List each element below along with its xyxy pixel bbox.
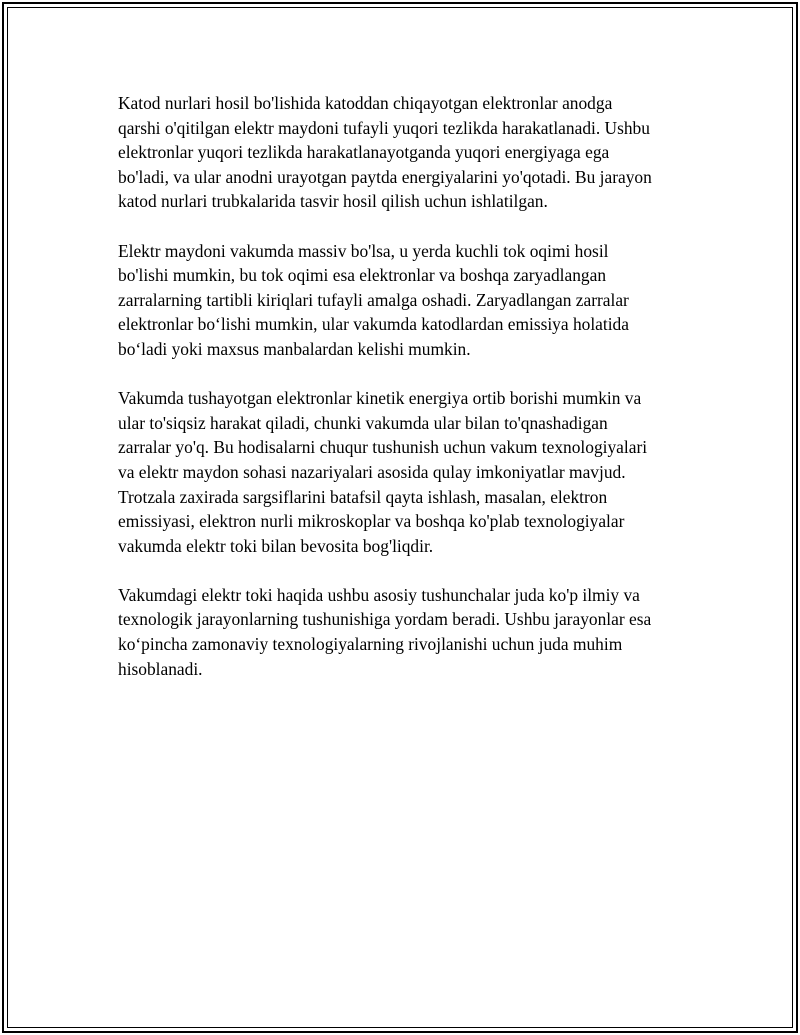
text-line: zarralar yo'q. Bu hodisalarni chuqur tushunish uchun vakum texnologiyalari [118,437,648,458]
text-line: texnologik jarayonlarning tushunishiga yordam beradi. Ushbu jarayonlar esa [118,609,652,630]
text-line: hisoblanadi. [118,658,203,679]
text-line: Trotzala zaxirada sargsiflarini batafsil qayta ishlash, masalan, elektron [118,486,608,507]
text-line: zarralarning tartibli kiriqlari tufayli amalga oshadi. Zaryadlangan zarralar [118,289,629,310]
text-line: Katod nurlari hosil bo'lishida katoddan chiqayotgan elektronlar anodga [118,93,613,113]
text-line: ular to'siqsiz harakat qiladi, chunki vakumda ular bilan to'qnashadigan [118,412,608,433]
paragraph-2 [118,239,698,362]
text-line: bo'ladi, va ular anodni urayotgan paytda energiyalarini yo'qotadi. Bu jarayon [118,166,652,187]
paragraph-1 [118,91,698,214]
text-line: ko‘pincha zamonaviy texnologiyalarning rivojlanishi uchun juda muhim [118,634,623,655]
paragraph-4 [118,583,698,681]
text-line: Elektr maydoni vakumda massiv bo'lsa, u yerda kuchli tok oqimi hosil [118,240,609,261]
text-line: qarshi o'qitilgan elektr maydoni tufayli yuqori tezlikda harakatlanadi. Ushbu [118,117,650,138]
text-line: bo'lishi mumkin, bu tok oqimi esa elektronlar va boshqa zaryadlangan [118,265,607,286]
text-line: bo‘ladi yoki maxsus manbalardan kelishi mumkin. [118,338,471,359]
document-body [118,91,698,706]
paragraph-3 [118,386,698,558]
text-line: vakumda elektr toki bilan bevosita bog'liqdir. [118,535,434,556]
text-line: katod nurlari trubkalarida tasvir hosil qilish uchun ishlatilgan. [118,191,548,212]
text-line: elektronlar yuqori tezlikda harakatlanayotganda yuqori energiyaga ega [118,142,610,163]
text-line: Vakumda tushayotgan elektronlar kinetik energiya ortib borishi mumkin va [118,388,642,409]
text-line: elektronlar bo‘lishi mumkin, ular vakumda katodlardan emissiya holatida [118,314,629,335]
text-line: Vakumdagi elektr toki haqida ushbu asosiy tushunchalar juda ko'p ilmiy va [118,584,640,605]
text-line: emissiyasi, elektron nurli mikroskoplar va boshqa ko'plab texnologiyalar [118,511,625,532]
text-line: va elektr maydon sohasi nazariyalari asosida qulay imkoniyatlar mavjud. [118,461,626,482]
